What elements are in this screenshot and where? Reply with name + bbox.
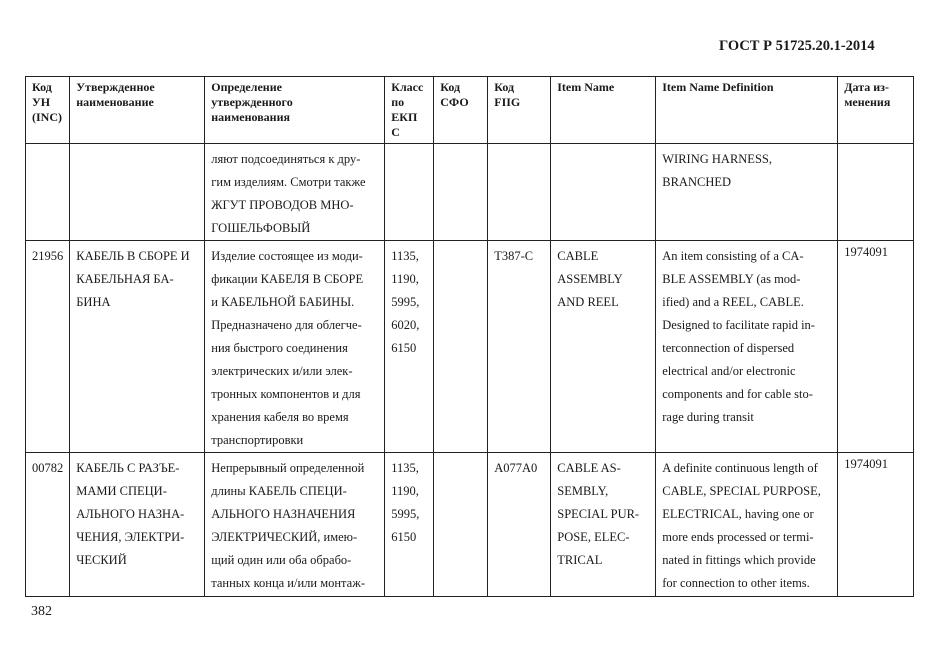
cell-name: КАБЕЛЬ В СБОРЕ И КАБЕЛЬНАЯ БА- БИНА — [70, 241, 205, 453]
catalog-table — [25, 76, 914, 597]
cell-fiig: A077A0 — [488, 453, 551, 597]
cell-code: 00782 — [26, 453, 70, 597]
cell-class: 1135, 1190, 5995, 6150 — [385, 453, 434, 597]
col-header-name: Утвержденное наименование — [70, 77, 205, 144]
cell-fiig — [488, 144, 551, 241]
cell-item-name: CABLE AS- SEMBLY, SPECIAL PUR- POSE, ELEC- TRICAL — [551, 453, 656, 597]
cell-item-definition: WIRING HARNESS, BRANCHED — [656, 144, 838, 241]
cell-date: 1974091 — [838, 453, 914, 597]
cell-item-definition: A definite continuous length of CABLE, SPECIAL PURPOSE, ELECTRICAL, having one or more ends processed or termi- nated in fittings which provide for connection to other items. — [656, 453, 838, 597]
cell-date — [838, 144, 914, 241]
col-header-item-definition: Item Name Definition — [656, 77, 838, 144]
table-row — [26, 241, 914, 453]
cell-sfo — [434, 144, 488, 241]
cell-class: 1135, 1190, 5995, 6020, 6150 — [385, 241, 434, 453]
cell-code: 21956 — [26, 241, 70, 453]
cell-name — [70, 144, 205, 241]
cell-item-definition: An item consisting of a CA- BLE ASSEMBLY (as mod- ified) and a REEL, CABLE. Designed to facilitate rapid in- terconnection of dispersed electrical and/or electronic components and for cable sto- rage during transit — [656, 241, 838, 453]
col-header-class: Класс по ЕКП С — [385, 77, 434, 144]
cell-code — [26, 144, 70, 241]
cell-definition: Непрерывный определенной длины КАБЕЛЬ СПЕЦИ- АЛЬНОГО НАЗНАЧЕНИЯ ЭЛЕКТРИЧЕСКИЙ, имею- щий один или оба обрабо- танных конца и/или монтаж- — [205, 453, 385, 597]
table-row — [26, 144, 914, 241]
cell-fiig: T387-C — [488, 241, 551, 453]
col-header-code: Код УН (INC) — [26, 77, 70, 144]
page-number: 382 — [31, 604, 52, 619]
table-row — [26, 453, 914, 597]
cell-name: КАБЕЛЬ С РАЗЪЕ- МАМИ СПЕЦИ- АЛЬНОГО НАЗНА- ЧЕНИЯ, ЭЛЕКТРИ- ЧЕСКИЙ — [70, 453, 205, 597]
cell-date: 1974091 — [838, 241, 914, 453]
col-header-sfo: Код СФО — [434, 77, 488, 144]
document-header: ГОСТ Р 51725.20.1-2014 — [719, 38, 875, 54]
col-header-definition: Определение утвержденного наименования — [205, 77, 385, 144]
cell-definition: ляют подсоединяться к дру- гим изделиям. Смотри также ЖГУТ ПРОВОДОВ МНО- ГОШЕЛЬФОВЫЙ — [205, 144, 385, 241]
col-header-date: Дата из- менения — [838, 77, 914, 144]
cell-sfo — [434, 241, 488, 453]
header-row — [26, 77, 914, 144]
cell-class — [385, 144, 434, 241]
cell-sfo — [434, 453, 488, 597]
cell-item-name: CABLE ASSEMBLY AND REEL — [551, 241, 656, 453]
cell-item-name — [551, 144, 656, 241]
col-header-item-name: Item Name — [551, 77, 656, 144]
col-header-fiig: Код FIIG — [488, 77, 551, 144]
cell-definition: Изделие состоящее из моди- фикации КАБЕЛЯ В СБОРЕ и КАБЕЛЬНОЙ БАБИНЫ. Предназначено для облегче- ния быстрого соединения электрических и/или элек- тронных компонентов и для хранения кабеля во время транспортировки — [205, 241, 385, 453]
